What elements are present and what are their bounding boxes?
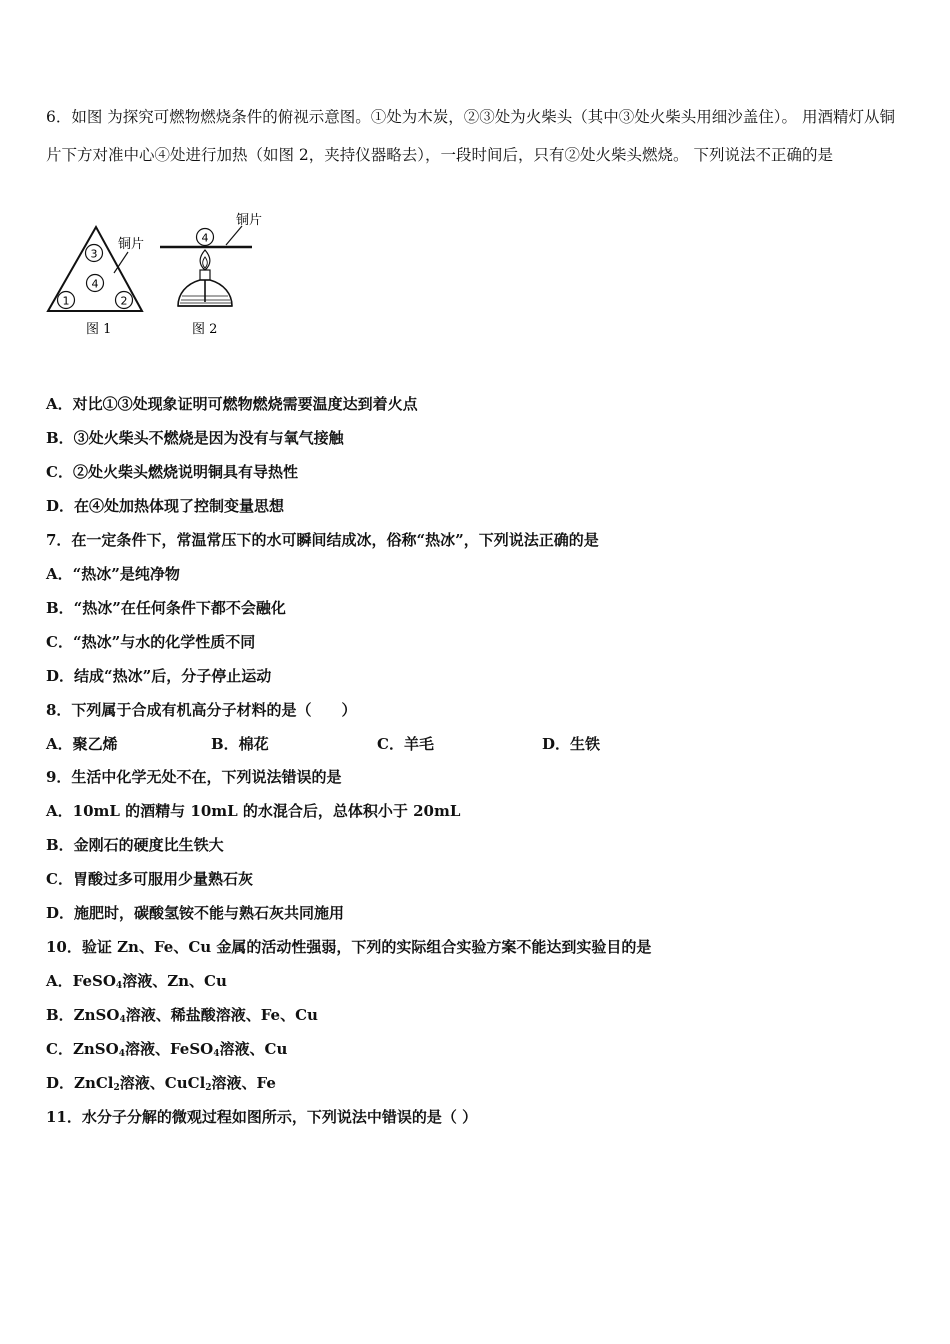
caption-fig2: 图 2	[192, 322, 218, 337]
combustion-figure-svg	[44, 210, 284, 345]
q9-option-a: A．10mL 的酒精与 10mL 的水混合后，总体积小于 20mL	[46, 802, 461, 820]
marker-4-fig2: 4	[201, 231, 209, 245]
q7-option-a: A．“热冰”是纯净物	[46, 565, 180, 583]
q6-option-d: D．在④处加热体现了控制变量思想	[46, 497, 285, 515]
q9-option-c: C．胃酸过多可服用少量熟石灰	[46, 870, 253, 888]
q6-figure	[44, 210, 284, 345]
q9-option-d: D．施肥时，碳酸氢铵不能与熟石灰共同施用	[46, 904, 345, 922]
marker-3: 3	[90, 247, 98, 261]
q7-stem: 7．在一定条件下，常温常压下的水可瞬间结成冰，俗称“热冰”，下列说法正确的是	[46, 531, 599, 549]
label-copper-fig1: 铜片	[118, 237, 145, 252]
q8-option-d: D．生铁	[542, 735, 601, 753]
q9-stem: 9．生活中化学无处不在，下列说法错误的是	[46, 768, 342, 786]
q8-option-c: C．羊毛	[377, 735, 434, 753]
q8-stem: 8．下列属于合成有机高分子材料的是（ ）	[46, 701, 357, 719]
marker-2: 2	[120, 294, 128, 308]
q10-option-d: D．ZnCl$_2$溶液、CuCl$_2$溶液、Fe	[46, 1074, 276, 1093]
figure-1-triangle	[48, 227, 144, 337]
q11-stem: 11．水分子分解的微观过程如图所示，下列说法中错误的是（ ）	[46, 1108, 478, 1126]
q8-options-row	[46, 733, 746, 753]
q9-option-b: B．金刚石的硬度比生铁大	[46, 836, 224, 854]
q6-option-c: C．②处火柴头燃烧说明铜具有导热性	[46, 463, 298, 481]
q10-stem: 10．验证 Zn、Fe、Cu 金属的活动性强弱，下列的实际组合实验方案不能达到实验目的是	[46, 938, 652, 956]
q7-option-c: C．“热冰”与水的化学性质不同	[46, 633, 256, 651]
q10-option-c: C．ZnSO$_4$溶液、FeSO$_4$溶液、Cu	[46, 1040, 288, 1059]
q10-option-a: A．FeSO$_4$溶液、Zn、Cu	[46, 972, 227, 991]
q7-option-b: B．“热冰”在任何条件下都不会融化	[46, 599, 286, 617]
q8-option-b: B．棉花	[211, 735, 269, 753]
marker-1: 1	[62, 294, 70, 308]
figure-2-lamp	[160, 212, 262, 337]
marker-4: 4	[91, 277, 99, 291]
q6-stem: 6．如图 为探究可燃物燃烧条件的俯视示意图。①处为木炭，②③处为火柴头（其中③处火柴头用细沙盖住）。 用酒精灯从铜片下方对准中心④处进行加热（如图 2，夹持仪器略去），一段时间后，只有②处火柴头燃烧。 下列说法不正确的是	[46, 108, 895, 164]
label-copper-fig2: 铜片	[236, 213, 263, 228]
q6-option-b: B．③处火柴头不燃烧是因为没有与氧气接触	[46, 429, 344, 447]
q8-option-a: A．聚乙烯	[46, 735, 118, 753]
q6-option-a: A．对比①③处现象证明可燃物燃烧需要温度达到着火点	[46, 395, 418, 413]
q7-option-d: D．结成“热冰”后，分子停止运动	[46, 667, 272, 685]
caption-fig1: 图 1	[86, 322, 112, 337]
q10-option-b: B．ZnSO$_4$溶液、稀盐酸溶液、Fe、Cu	[46, 1006, 318, 1025]
